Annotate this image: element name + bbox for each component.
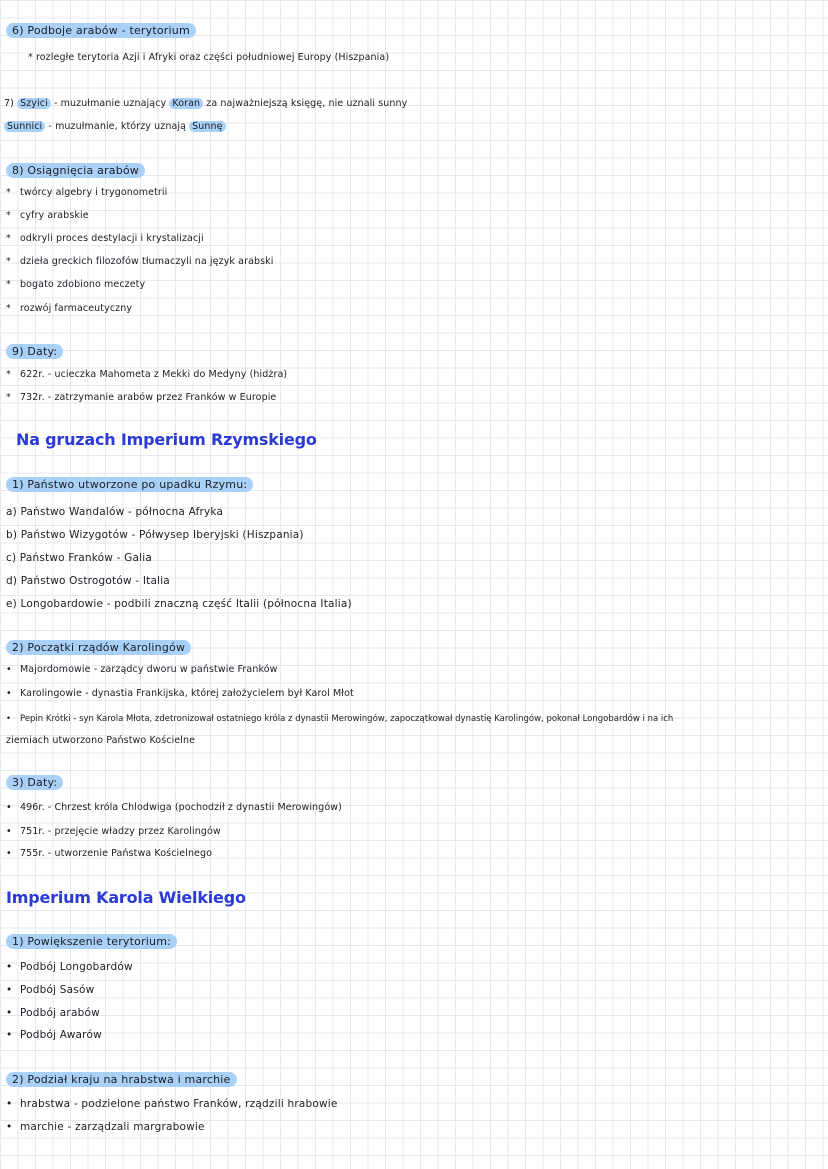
dot-bullet-icon: • xyxy=(6,688,12,699)
dot-bullet-icon: • xyxy=(6,1029,13,1041)
asterisk-bullet-icon: * xyxy=(6,279,11,290)
section-6-heading: 6) Podboje arabów - terytorium xyxy=(6,24,196,38)
dot-bullet-icon: • xyxy=(6,714,12,724)
list-item: • 496r. - Chrzest króla Chlodwiga (pochodził z dynastii Merowingów) xyxy=(6,802,342,813)
section-7-line-2: Sunnici - muzułmanie, którzy uznają Sunnę xyxy=(4,120,226,134)
list-item: * 732r. - zatrzymanie arabów przez Franków w Europie xyxy=(6,392,277,403)
list-item: * twórcy algebry i trygonometrii xyxy=(6,187,168,198)
section-6-item: * rozległe terytoria Azji i Afryki oraz części południowej Europy (Hiszpania) xyxy=(28,52,390,63)
part-1-heading: 1) Państwo utworzone po upadku Rzymu: xyxy=(6,478,253,492)
dot-bullet-icon: • xyxy=(6,984,13,996)
part-2-heading: 2) Początki rządów Karolingów xyxy=(6,641,191,655)
charlemagne-part-1-heading: 1) Powiększenie terytorium: xyxy=(6,935,177,949)
dot-bullet-icon: • xyxy=(6,1121,13,1133)
list-item: * odkryli proces destylacji i krystalizacji xyxy=(6,233,204,244)
section-8-heading: 8) Osiągnięcia arabów xyxy=(6,164,145,178)
dot-bullet-icon: • xyxy=(6,826,12,837)
list-item: * 622r. - ucieczka Mahometa z Mekki do Medyny (hidżra) xyxy=(6,369,288,380)
dot-bullet-icon: • xyxy=(6,1007,13,1019)
list-item: • marchie - zarządzali margrabowie xyxy=(6,1121,205,1133)
list-item: • Podbój Awarów xyxy=(6,1029,102,1041)
list-item: • Majordomowie - zarządcy dworu w państwie Franków xyxy=(6,664,278,675)
asterisk-bullet-icon: * xyxy=(6,256,11,267)
asterisk-bullet-icon: * xyxy=(6,392,11,403)
list-item: * cyfry arabskie xyxy=(6,210,89,221)
dot-bullet-icon: • xyxy=(6,664,12,675)
list-item: * rozwój farmaceutyczny xyxy=(6,303,133,314)
dot-bullet-icon: • xyxy=(6,961,13,973)
list-item: • Podbój Longobardów xyxy=(6,961,133,973)
dot-bullet-icon: • xyxy=(6,1098,13,1110)
shia-term: Szyici xyxy=(17,98,51,109)
list-item-continuation: ziemiach utworzono Państwo Kościelne xyxy=(6,735,196,746)
charlemagne-part-2-heading: 2) Podział kraju na hrabstwa i marchie xyxy=(6,1073,237,1087)
asterisk-bullet-icon: * xyxy=(6,369,11,380)
list-item: d) Państwo Ostrogotów - Italia xyxy=(6,575,170,587)
asterisk-bullet-icon: * xyxy=(6,303,11,314)
list-item: • Pepin Krótki - syn Karola Młota, zdetronizował ostatniego króla z dynastii Merowingów, zapoczątkował dynastię Karolingów, pokonał Longobardów i na ich xyxy=(6,714,674,724)
list-item: • 751r. - przejęcie władzy przez Karolingów xyxy=(6,826,221,837)
list-item: • Podbój arabów xyxy=(6,1007,100,1019)
sunni-term: Sunnici xyxy=(4,121,45,132)
koran-term: Koran xyxy=(169,98,203,109)
dot-bullet-icon: • xyxy=(6,848,12,859)
asterisk-bullet-icon: * xyxy=(6,233,11,244)
list-item: * bogato zdobiono meczety xyxy=(6,279,146,290)
part-3-heading: 3) Daty: xyxy=(6,776,63,790)
list-item: a) Państwo Wandalów - północna Afryka xyxy=(6,506,224,518)
list-item: c) Państwo Franków - Galia xyxy=(6,552,152,564)
asterisk-bullet-icon: * xyxy=(6,210,11,221)
list-item: e) Longobardowie - podbili znaczną część Italii (północna Italia) xyxy=(6,598,352,610)
list-item: • 755r. - utworzenie Państwa Kościelnego xyxy=(6,848,213,859)
section-7-line-1: 7) Szyici - muzułmanie uznający Koran za najważniejszą księgę, nie uznali sunny xyxy=(4,98,408,109)
list-item: • Podbój Sasów xyxy=(6,984,95,996)
sunna-term: Sunnę xyxy=(189,121,225,132)
dot-bullet-icon: • xyxy=(6,802,12,813)
section-9-heading: 9) Daty: xyxy=(6,345,63,359)
list-item: • hrabstwa - podzielone państwo Franków, rządzili hrabowie xyxy=(6,1098,338,1110)
list-item: * dzieła greckich filozofów tłumaczyli na język arabski xyxy=(6,256,274,267)
list-item: b) Państwo Wizygotów - Półwysep Iberyjski (Hiszpania) xyxy=(6,529,304,541)
page-title-roman-empire-ruins: Na gruzach Imperium Rzymskiego xyxy=(16,430,317,449)
page-title-charlemagne-empire: Imperium Karola Wielkiego xyxy=(6,888,246,907)
asterisk-bullet-icon: * xyxy=(6,187,11,198)
list-item: • Karolingowie - dynastia Frankijska, której założycielem był Karol Młot xyxy=(6,688,354,699)
